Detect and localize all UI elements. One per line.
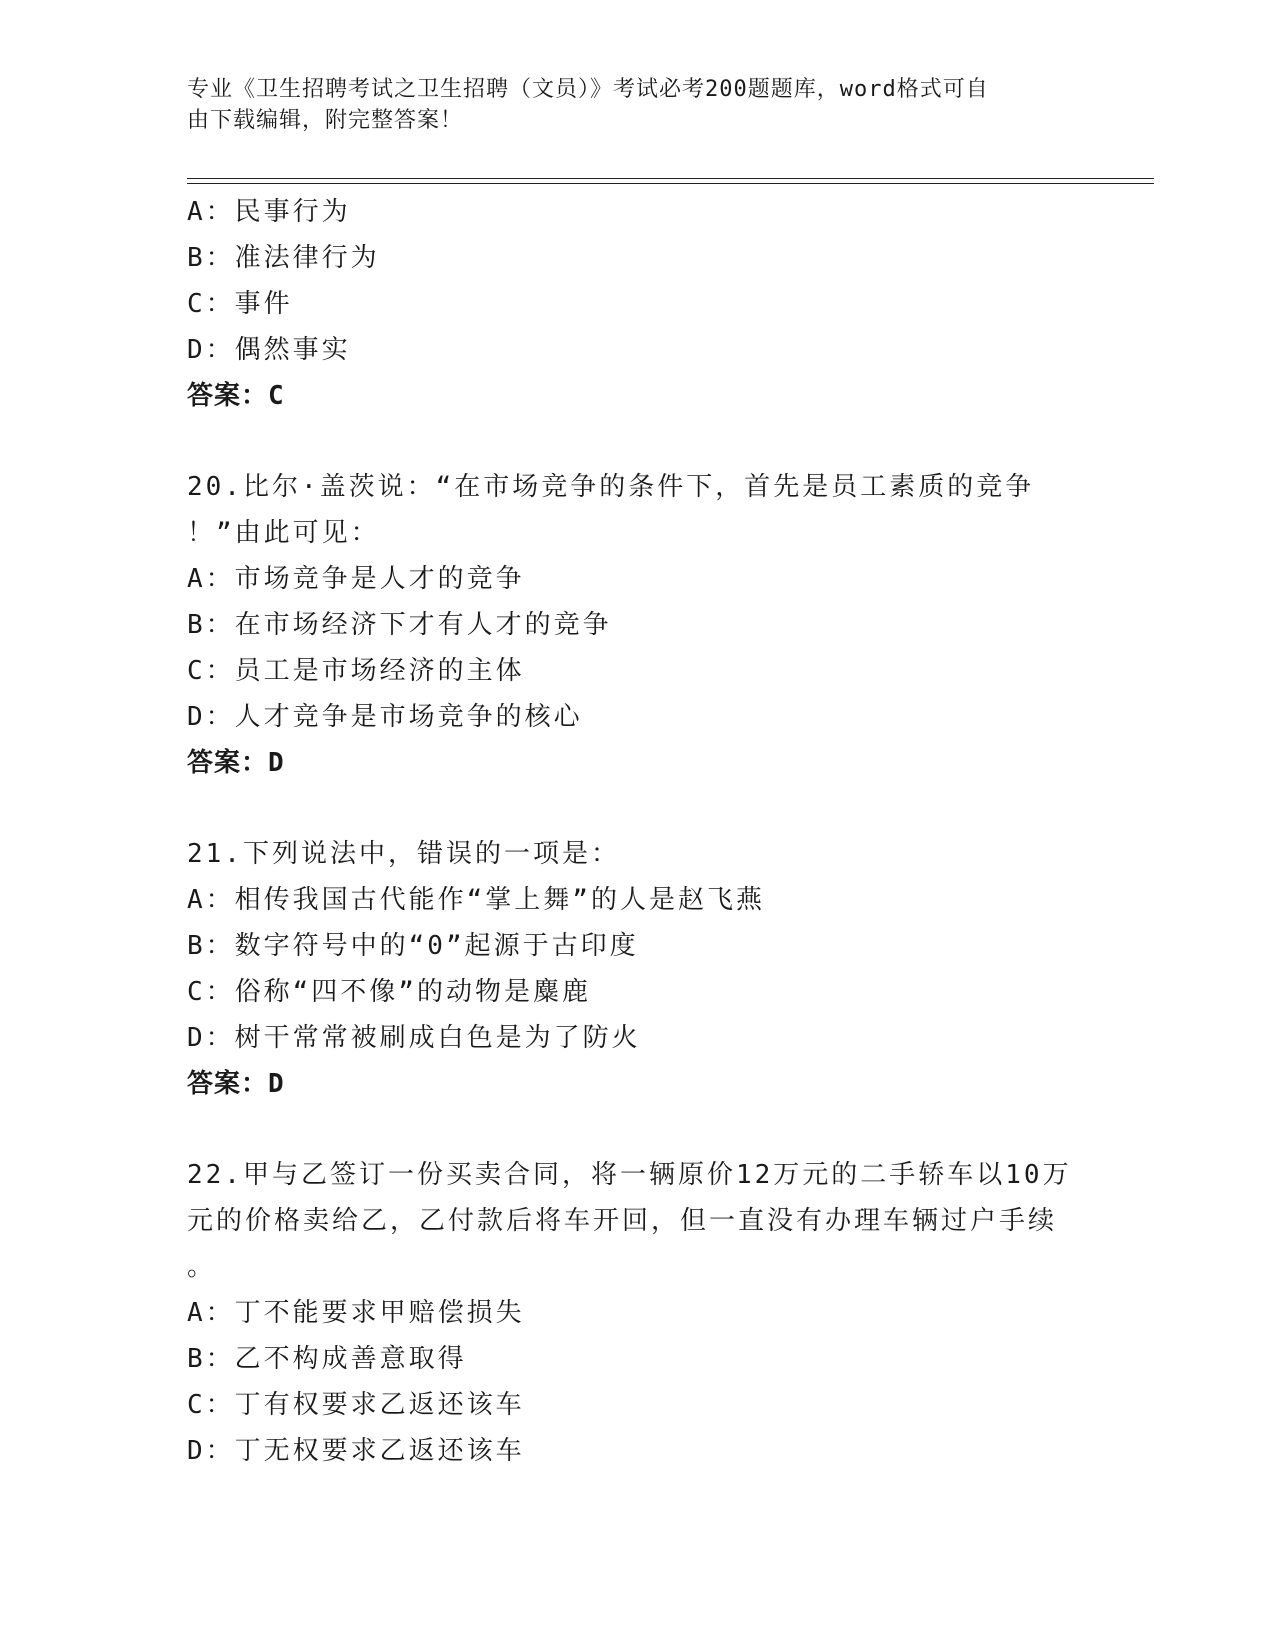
q22-option-a: A：丁不能要求甲赔偿损失: [187, 1298, 525, 1328]
q19-option-c: C：事件: [187, 289, 293, 319]
q20-answer: 答案：D: [187, 748, 285, 778]
q20-question-line-1: 20.比尔·盖茨说：“在市场竞争的条件下，首先是员工素质的竞争: [187, 472, 1035, 502]
q19-option-d: D：偶然事实: [187, 335, 351, 365]
header-divider-bottom: [187, 183, 1154, 184]
q20-option-c: C：员工是市场经济的主体: [187, 656, 525, 686]
header-divider-top: [187, 178, 1154, 179]
q21-option-c: C：俗称“四不像”的动物是麋鹿: [187, 977, 591, 1007]
q20-question-line-2: ！”由此可见：: [187, 518, 380, 548]
header-line-2: 由下载编辑，附完整答案！: [187, 108, 464, 133]
q22-option-b: B：乙不构成善意取得: [187, 1344, 467, 1374]
question-20-block: [187, 464, 1087, 786]
header-line-1: 专业《卫生招聘考试之卫生招聘（文员）》考试必考200题题库，word格式可自: [187, 77, 989, 102]
q19-answer: 答案：C: [187, 381, 285, 411]
q21-question-line-1: 21.下列说法中，错误的一项是：: [187, 839, 620, 869]
q22-question-line-3: 。: [187, 1252, 217, 1282]
document-header: [187, 74, 1087, 136]
q19-option-a: A：民事行为: [187, 197, 351, 227]
q20-option-b: B：在市场经济下才有人才的竞争: [187, 610, 612, 640]
question-19-block: [187, 189, 1087, 419]
q21-option-b: B：数字符号中的“0”起源于古印度: [187, 931, 639, 961]
q21-option-d: D：树干常常被刷成白色是为了防火: [187, 1023, 641, 1053]
q20-option-d: D：人才竞争是市场竞争的核心: [187, 702, 583, 732]
document-body: [187, 189, 1087, 1474]
q21-answer: 答案：D: [187, 1069, 285, 1099]
q22-question-line-1: 22.甲与乙签订一份买卖合同，将一辆原价12万元的二手轿车以10万: [187, 1160, 1072, 1190]
q19-option-b: B：准法律行为: [187, 243, 380, 273]
q22-option-c: C：丁有权要求乙返还该车: [187, 1390, 525, 1420]
q22-option-d: D：丁无权要求乙返还该车: [187, 1436, 525, 1466]
question-21-block: [187, 831, 1087, 1107]
q22-question-line-2: 元的价格卖给乙，乙付款后将车开回，但一直没有办理车辆过户手续: [187, 1206, 1058, 1236]
q21-option-a: A：相传我国古代能作“掌上舞”的人是赵飞燕: [187, 885, 765, 915]
question-22-block: [187, 1152, 1087, 1474]
q20-option-a: A：市场竞争是人才的竞争: [187, 564, 525, 594]
